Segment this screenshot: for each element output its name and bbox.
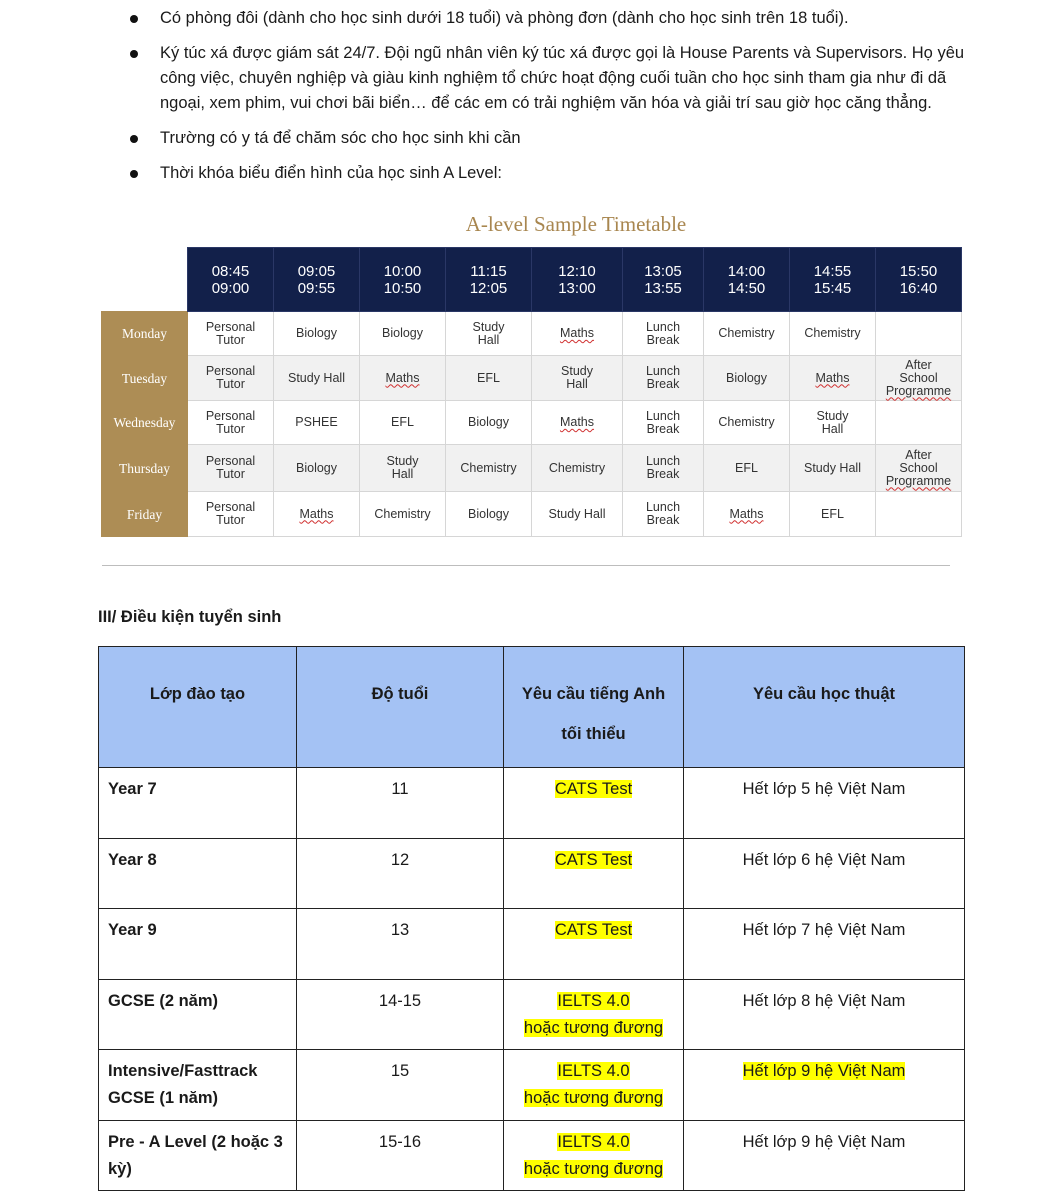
cell-line: Chemistry <box>460 460 517 475</box>
academic-requirement-cell <box>684 768 965 839</box>
timetable-cell <box>790 401 876 445</box>
academic-requirement-cell <box>684 909 965 980</box>
cell-line: Maths <box>385 370 420 385</box>
cell-line: Maths <box>559 326 595 340</box>
timetable-cell <box>876 492 962 537</box>
cell-line: Maths <box>299 506 334 521</box>
timetable-cell <box>623 312 704 356</box>
class-name-line: Year 9 <box>108 921 157 939</box>
time-slot-header <box>360 248 446 312</box>
time-slot-header <box>623 248 704 312</box>
bullet-text: Trường có y tá để chăm sóc cho học sinh khi cần <box>160 129 521 147</box>
bullet-dot <box>130 135 138 143</box>
timetable-cell <box>446 492 532 537</box>
timetable-cell <box>360 312 446 356</box>
time-start: 11:15 <box>470 262 507 280</box>
cell-line: Break <box>646 467 680 481</box>
bullet-dot <box>130 15 138 23</box>
cell-line: School <box>899 370 938 385</box>
cell-line: Hall <box>477 332 500 347</box>
time-end: 09:00 <box>211 279 250 297</box>
age-cell: 15 <box>297 1050 504 1121</box>
class-cell <box>99 1050 297 1121</box>
timetable-cell <box>704 492 790 537</box>
timetable-row <box>102 356 962 401</box>
timetable-row <box>102 401 962 445</box>
cell-line: Hall <box>821 421 844 436</box>
class-name-line: Pre - A Level (2 hoặc 3 <box>108 1132 283 1151</box>
age-cell: 12 <box>297 838 504 909</box>
day-label: Wednesday <box>102 401 188 445</box>
english-requirement-line: IELTS 4.0 <box>557 1062 630 1080</box>
academic-requirement-text: Hết lớp 9 hệ Việt Nam <box>742 1132 906 1151</box>
admission-header-cell: Độ tuổi <box>297 647 504 768</box>
english-requirement-line: CATS Test <box>554 921 633 939</box>
timetable-cell <box>790 356 876 401</box>
cell-line: Study Hall <box>288 370 345 385</box>
english-requirement-cell <box>504 1120 684 1191</box>
academic-requirement-cell <box>684 1120 965 1191</box>
time-end: 15:45 <box>813 279 852 297</box>
bullet-dot <box>130 170 138 178</box>
cell-line: Programme <box>885 383 952 398</box>
cell-line: Tutor <box>216 513 245 527</box>
cell-line: EFL <box>391 415 414 429</box>
horizontal-rule <box>102 565 950 566</box>
time-start: 13:05 <box>644 262 682 280</box>
english-requirement-cell <box>504 979 684 1050</box>
time-start: 09:05 <box>297 262 336 280</box>
cell-line: Maths <box>729 506 764 521</box>
timetable-cell <box>623 492 704 537</box>
cell-line: EFL <box>735 460 758 475</box>
academic-requirement-cell <box>684 838 965 909</box>
timetable-cell <box>623 356 704 401</box>
class-cell <box>99 768 297 839</box>
bullet-list <box>128 6 968 196</box>
timetable-cell <box>360 492 446 537</box>
academic-requirement-text: Hết lớp 5 hệ Việt Nam <box>742 780 906 798</box>
time-start: 15:50 <box>899 262 938 280</box>
time-slot-header <box>876 248 962 312</box>
timetable-cell <box>274 356 360 401</box>
english-requirement-cell <box>504 768 684 839</box>
timetable-header-row <box>102 248 962 312</box>
cell-line: Study <box>472 319 505 334</box>
cell-line: Maths <box>559 415 595 429</box>
time-start: 12:10 <box>558 262 596 280</box>
timetable-cell <box>446 445 532 492</box>
timetable-row <box>102 492 962 537</box>
cell-line: Biology <box>468 415 509 429</box>
cell-line: Tutor <box>216 377 245 391</box>
admission-header-row <box>99 647 965 768</box>
academic-requirement-cell <box>684 1050 965 1121</box>
timetable-cell <box>446 356 532 401</box>
class-cell <box>99 838 297 909</box>
timetable-cell <box>188 356 274 401</box>
academic-requirement-text: Hết lớp 9 hệ Việt Nam <box>742 1062 906 1080</box>
age-cell: 14-15 <box>297 979 504 1050</box>
timetable-cell <box>274 401 360 445</box>
admission-row <box>99 1050 965 1121</box>
time-end: 09:55 <box>297 279 336 297</box>
time-start: 10:00 <box>383 262 422 280</box>
cell-line: Chemistry <box>548 460 606 475</box>
cell-line: Break <box>646 421 680 436</box>
timetable-cell <box>790 312 876 356</box>
cell-line: Tutor <box>216 332 245 347</box>
time-slot-header <box>704 248 790 312</box>
timetable-cell <box>274 312 360 356</box>
timetable-cell <box>790 445 876 492</box>
time-slot-header <box>532 248 623 312</box>
timetable-cell <box>623 445 704 492</box>
day-label: Monday <box>102 312 188 356</box>
cell-line: Break <box>646 513 680 527</box>
admission-row <box>99 979 965 1050</box>
cell-line: Biology <box>296 326 337 340</box>
timetable-cell <box>876 445 962 492</box>
cell-line: School <box>899 460 938 475</box>
class-cell <box>99 909 297 980</box>
time-end: 16:40 <box>899 279 938 297</box>
cell-line: Biology <box>726 370 767 385</box>
class-cell <box>99 1120 297 1191</box>
timetable-cell <box>876 312 962 356</box>
bullet-item <box>128 41 968 116</box>
timetable-cell <box>532 492 623 537</box>
academic-requirement-cell <box>684 979 965 1050</box>
cell-line: Break <box>646 377 680 391</box>
cell-line: Chemistry <box>804 326 861 340</box>
admission-header-cell: Yêu cầu học thuật <box>684 647 965 768</box>
time-end: 13:55 <box>644 279 682 297</box>
header-line: Yêu cầu tiếng Anh <box>521 685 666 703</box>
cell-line: EFL <box>477 370 500 385</box>
timetable-cell <box>790 492 876 537</box>
cell-line: Personal <box>205 500 256 514</box>
english-requirement-cell <box>504 1050 684 1121</box>
admission-table <box>98 646 965 1191</box>
cell-line: Personal <box>205 454 256 468</box>
admission-row <box>99 1120 965 1191</box>
time-start: 08:45 <box>211 262 250 280</box>
timetable-cell <box>446 312 532 356</box>
cell-line: PSHEE <box>295 415 338 429</box>
academic-requirement-text: Hết lớp 6 hệ Việt Nam <box>742 850 906 869</box>
cell-line: Personal <box>205 408 256 423</box>
day-label: Thursday <box>102 445 188 492</box>
class-name-line: Intensive/Fasttrack <box>108 1062 258 1080</box>
bullet-dot <box>130 50 138 58</box>
timetable-cell <box>360 401 446 445</box>
timetable-cell <box>188 492 274 537</box>
cell-line: Chemistry <box>718 415 775 429</box>
cell-line: Study Hall <box>548 506 606 521</box>
english-requirement-line: hoặc tương đương <box>523 1159 664 1178</box>
admission-header-cell: Lớp đào tạo <box>99 647 297 768</box>
timetable-cell <box>704 312 790 356</box>
class-cell <box>99 979 297 1050</box>
english-requirement-line: CATS Test <box>554 780 633 798</box>
timetable-title: A-level Sample Timetable <box>465 212 687 236</box>
cell-line: Study <box>561 364 593 378</box>
class-name-line: GCSE (2 năm) <box>108 991 219 1010</box>
age-cell: 15-16 <box>297 1120 504 1191</box>
time-slot-header <box>188 248 274 312</box>
cell-line: After <box>905 447 932 462</box>
cell-line: Biology <box>296 460 337 475</box>
cell-line: Chemistry <box>374 506 431 521</box>
timetable-cell <box>623 401 704 445</box>
cell-line: Programme <box>885 473 952 488</box>
timetable-cell <box>360 445 446 492</box>
admission-row <box>99 838 965 909</box>
timetable-cell <box>188 312 274 356</box>
class-name-line: GCSE (1 năm) <box>108 1089 219 1107</box>
timetable-cell <box>876 356 962 401</box>
academic-requirement-text: Hết lớp 7 hệ Việt Nam <box>742 921 906 939</box>
admission-row <box>99 768 965 839</box>
timetable-row <box>102 312 962 356</box>
timetable-cell <box>532 356 623 401</box>
class-name-line: kỳ) <box>108 1159 132 1178</box>
time-slot-header <box>790 248 876 312</box>
academic-requirement-text: Hết lớp 8 hệ Việt Nam <box>742 991 906 1010</box>
cell-line: Chemistry <box>718 326 775 340</box>
time-end: 10:50 <box>383 279 422 297</box>
english-requirement-line: IELTS 4.0 <box>557 991 630 1010</box>
timetable-cell <box>876 401 962 445</box>
timetable-corner <box>102 248 188 312</box>
english-requirement-line: IELTS 4.0 <box>557 1132 630 1151</box>
section-heading: III/ Điều kiện tuyển sinh <box>98 608 282 626</box>
english-requirement-line: CATS Test <box>554 850 633 869</box>
cell-line: Maths <box>815 370 850 385</box>
age-cell: 11 <box>297 768 504 839</box>
english-requirement-cell <box>504 909 684 980</box>
timetable-cell <box>532 401 623 445</box>
timetable-cell <box>532 312 623 356</box>
timetable-cell <box>360 356 446 401</box>
admission-header-cell <box>504 647 684 768</box>
class-name-line: Year 7 <box>108 780 157 798</box>
cell-line: Study <box>386 454 419 468</box>
cell-line: Lunch <box>645 408 681 423</box>
cell-line: Study <box>816 408 849 423</box>
header-line: tối thiểu <box>561 725 626 743</box>
timetable-cell <box>704 356 790 401</box>
bullet-item <box>128 126 968 151</box>
bullet-text: Có phòng đôi (dành cho học sinh dưới 18 tuổi) và phòng đơn (dành cho học sinh trên 18 tuổi). <box>160 9 849 27</box>
cell-line: Lunch <box>645 319 681 334</box>
cell-line: After <box>905 357 932 372</box>
age-cell: 13 <box>297 909 504 980</box>
time-slot-header <box>274 248 360 312</box>
timetable-cell <box>446 401 532 445</box>
timetable-cell <box>188 401 274 445</box>
cell-line: Biology <box>382 326 423 340</box>
cell-line: Tutor <box>216 467 245 481</box>
cell-line: EFL <box>821 506 844 521</box>
cell-line: Lunch <box>645 364 681 378</box>
day-label: Tuesday <box>102 356 188 401</box>
cell-line: Break <box>646 332 680 347</box>
admission-row <box>99 909 965 980</box>
time-start: 14:00 <box>727 262 766 280</box>
bullet-item <box>128 161 968 186</box>
timetable-cell <box>188 445 274 492</box>
cell-line: Hall <box>566 377 588 391</box>
timetable-row <box>102 445 962 492</box>
cell-line: Study Hall <box>804 460 861 475</box>
time-end: 13:00 <box>558 279 596 297</box>
time-slot-header <box>446 248 532 312</box>
cell-line: Hall <box>391 467 414 481</box>
cell-line: Biology <box>468 506 509 521</box>
timetable-cell <box>532 445 623 492</box>
cell-line: Lunch <box>645 454 681 468</box>
time-end: 12:05 <box>469 279 508 297</box>
time-start: 14:55 <box>813 262 852 280</box>
timetable <box>101 247 962 537</box>
english-requirement-cell <box>504 838 684 909</box>
bullet-text: Thời khóa biểu điển hình của học sinh A Level: <box>160 164 502 182</box>
bullet-item <box>128 6 968 31</box>
timetable-cell <box>274 445 360 492</box>
timetable-cell <box>274 492 360 537</box>
cell-line: Personal <box>205 364 256 378</box>
english-requirement-line: hoặc tương đương <box>523 1018 664 1037</box>
cell-line: Personal <box>205 319 256 334</box>
time-end: 14:50 <box>727 279 766 297</box>
day-label: Friday <box>102 492 188 537</box>
bullet-text: Ký túc xá được giám sát 24/7. Đội ngũ nhân viên ký túc xá được gọi là House Parents và Supervisors. Họ yêu công việc, chuyên nghiệp và giàu kinh nghiệm tổ chức hoạt động cuối tuần cho học sinh tham gia như đi dã ngoại, xem phim, vui chơi bãi biển… để các em có trải nghiệm văn hóa và giải trí sau giờ học căng thẳng. <box>160 44 965 112</box>
english-requirement-line: hoặc tương đương <box>523 1089 664 1107</box>
timetable-cell <box>704 401 790 445</box>
cell-line: Tutor <box>216 421 245 436</box>
cell-line: Lunch <box>645 500 681 514</box>
timetable-cell <box>704 445 790 492</box>
class-name-line: Year 8 <box>108 850 157 869</box>
